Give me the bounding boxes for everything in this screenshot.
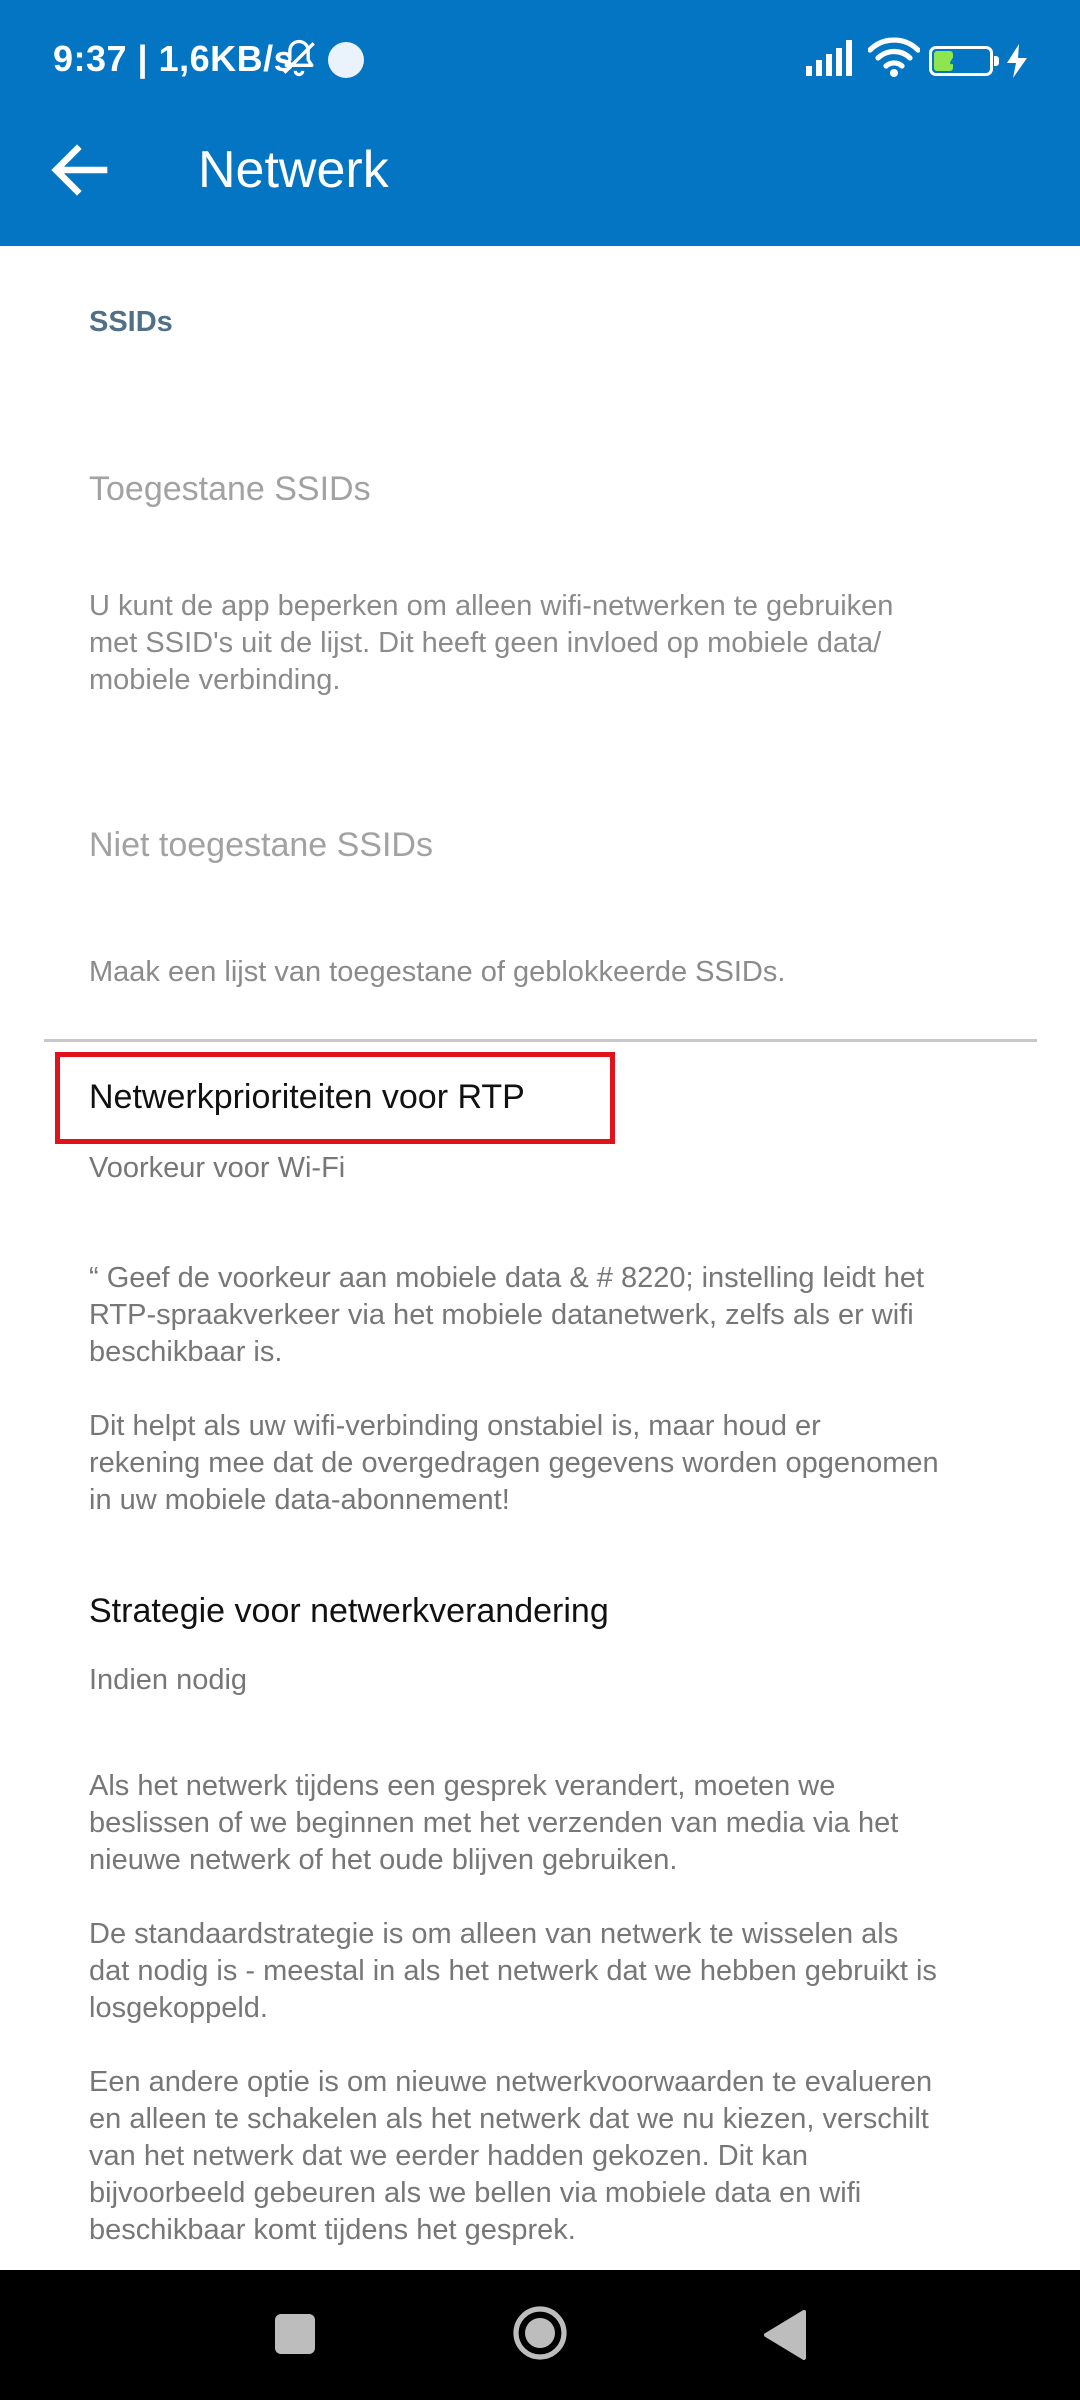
page-title: Netwerk: [198, 141, 389, 199]
pref-value-network-change: Indien nodig: [89, 1664, 248, 1696]
lightning-bolt-icon: [1005, 44, 1029, 78]
pref-summary-rtp-priority: “ Geef de voorkeur aan mobiele data & # 8220; instelling leidt het RTP-spraakverkeer via het mobiele datanetwerk, zelfs als er wifi beschikbaar is. Dit helpt als uw wifi-verbinding onstabiel is, maar houd er rekening mee dat de overgedragen gegevens worden opgenomen in uw mobiele data-abonnement!: [89, 1262, 939, 1516]
pref-summary-network-change: Als het netwerk tijdens een gesprek verandert, moeten we beslissen of we beginnen met het verzenden van media via het nieuwe netwerk of het oude blijven gebruiken. De standaardstrategie is om alleen van netwerk te wisselen als dat nodig is - meestal in als het netwerk dat we hebben gebruikt is losgekoppeld. Een andere optie is om nieuwe netwerkvoorwaarden te evalueren en alleen te schakelen als het netwerk dat we nu kiezen, verschilt van het netwerk dat we eerder hadden gekozen. Dit kan bijvoorbeeld gebeuren als we bellen via mobiele data en wifi beschikbaar komt tijdens het gesprek.: [89, 1770, 937, 2246]
system-nav-bar: [0, 2270, 1080, 2400]
pref-blocked-ssids[interactable]: [0, 802, 1080, 1002]
pref-value-rtp-priority: Voorkeur voor Wi-Fi: [89, 1152, 346, 1184]
status-bar: [0, 0, 1080, 120]
wifi-icon: [868, 36, 920, 78]
square-icon[interactable]: [275, 2314, 315, 2354]
back-button[interactable]: [44, 134, 116, 206]
pref-title-network-change: Strategie voor netwerkverandering: [89, 1592, 609, 1630]
pref-title-rtp-priority: Netwerkprioriteiten voor RTP: [89, 1078, 525, 1116]
status-time: 9:37 | 1,6KB/s: [53, 38, 295, 79]
settings-list[interactable]: [0, 246, 1080, 2270]
pref-title-allowed-ssids: Toegestane SSIDs: [89, 470, 371, 508]
notification-dot-icon: [328, 42, 364, 78]
pref-title-blocked-ssids: Niet toegestane SSIDs: [89, 826, 433, 864]
app-bar: [0, 0, 1080, 246]
triangle-back-icon[interactable]: [760, 2308, 808, 2362]
section-header-ssids: SSIDs: [89, 306, 173, 338]
cellular-signal-icon: [806, 40, 858, 76]
battery-icon: [929, 46, 993, 76]
pref-summary-allowed-ssids: U kunt de app beperken om alleen wifi-netwerken te gebruiken met SSID's uit de lijst. Dit heeft geen invloed op mobiele data/ mobiele verbinding.: [89, 590, 894, 696]
pref-allowed-ssids[interactable]: [0, 446, 1080, 726]
pref-network-change-strategy[interactable]: [0, 1576, 1080, 2270]
pref-summary-blocked-ssids: Maak een lijst van toegestane of geblokkeerde SSIDs.: [89, 956, 786, 988]
bell-off-icon: [277, 36, 321, 80]
section-divider: [44, 1039, 1037, 1042]
circle-icon[interactable]: [512, 2305, 568, 2361]
battery-percent: 40: [949, 50, 973, 72]
